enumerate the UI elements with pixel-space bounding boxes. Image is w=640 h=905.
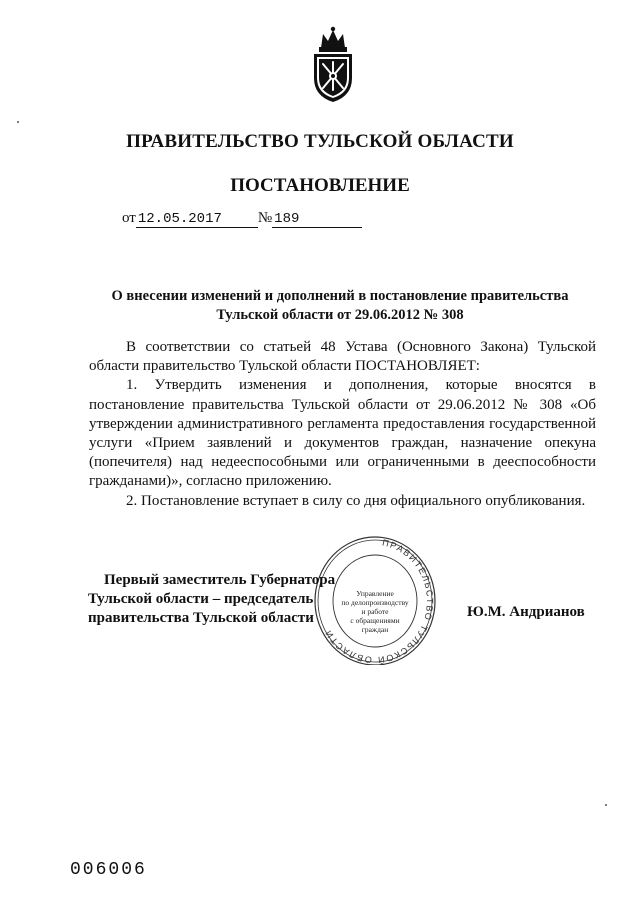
signer-name: Ю.М. Андрианов xyxy=(467,604,585,620)
body-paragraph: В соответствии со статьей 48 Устава (Основного Закона) Тульской области правительство Тульской области ПОСТАНОВЛЯЕТ: xyxy=(89,339,596,375)
signatory-line: Тульской области – председатель xyxy=(88,591,314,607)
date-prefix: от xyxy=(122,210,136,226)
seal-line: и работе xyxy=(361,607,389,616)
document-date: 12.05.2017 xyxy=(136,211,258,228)
serial-number: 006006 xyxy=(70,860,147,880)
subject-line: О внесении изменений и дополнений в постановление правительства xyxy=(111,288,569,304)
document-body xyxy=(89,338,596,511)
signatory-title xyxy=(88,571,336,628)
document-subject xyxy=(80,287,600,325)
seal-line: по делопроизводству xyxy=(341,598,409,607)
number-prefix: № xyxy=(257,210,273,226)
seal-line: граждан xyxy=(361,625,389,634)
seal-line: Управление xyxy=(356,589,394,598)
scan-speck xyxy=(17,121,19,123)
coat-of-arms-icon xyxy=(307,26,359,104)
government-title: ПРАВИТЕЛЬСТВО ТУЛЬСКОЙ ОБЛАСТИ xyxy=(126,131,514,152)
registration-line xyxy=(122,210,362,228)
seal-line: с обращениями xyxy=(350,616,400,625)
signatory-line: Первый заместитель Губернатора xyxy=(104,572,336,588)
signatory-line: правительства Тульской области xyxy=(88,610,314,626)
seal-ring-text: ПРАВИТЕЛЬСТВО ТУЛЬСКОЙ ОБЛАСТИ xyxy=(322,537,435,665)
body-paragraph: 2. Постановление вступает в силу со дня официального опубликования. xyxy=(126,492,586,509)
body-paragraph: 1. Утвердить изменения и дополнения, которые вносятся в постановление правительства Тульской области от 29.06.2012 № 308 «Об утверждении административного регламента предоставления государственной услуги «Прием заявлений и документов граждан, назначение опекуна (попечителя) над недееспособными или ограниченными в дееспособности гражданами)», согласно приложению. xyxy=(89,377,596,490)
scan-speck xyxy=(605,804,607,806)
subject-line: Тульской области от 29.06.2012 № 308 xyxy=(216,307,464,323)
document-type-title: ПОСТАНОВЛЕНИЕ xyxy=(230,175,410,196)
document-number: 189 xyxy=(272,211,362,228)
